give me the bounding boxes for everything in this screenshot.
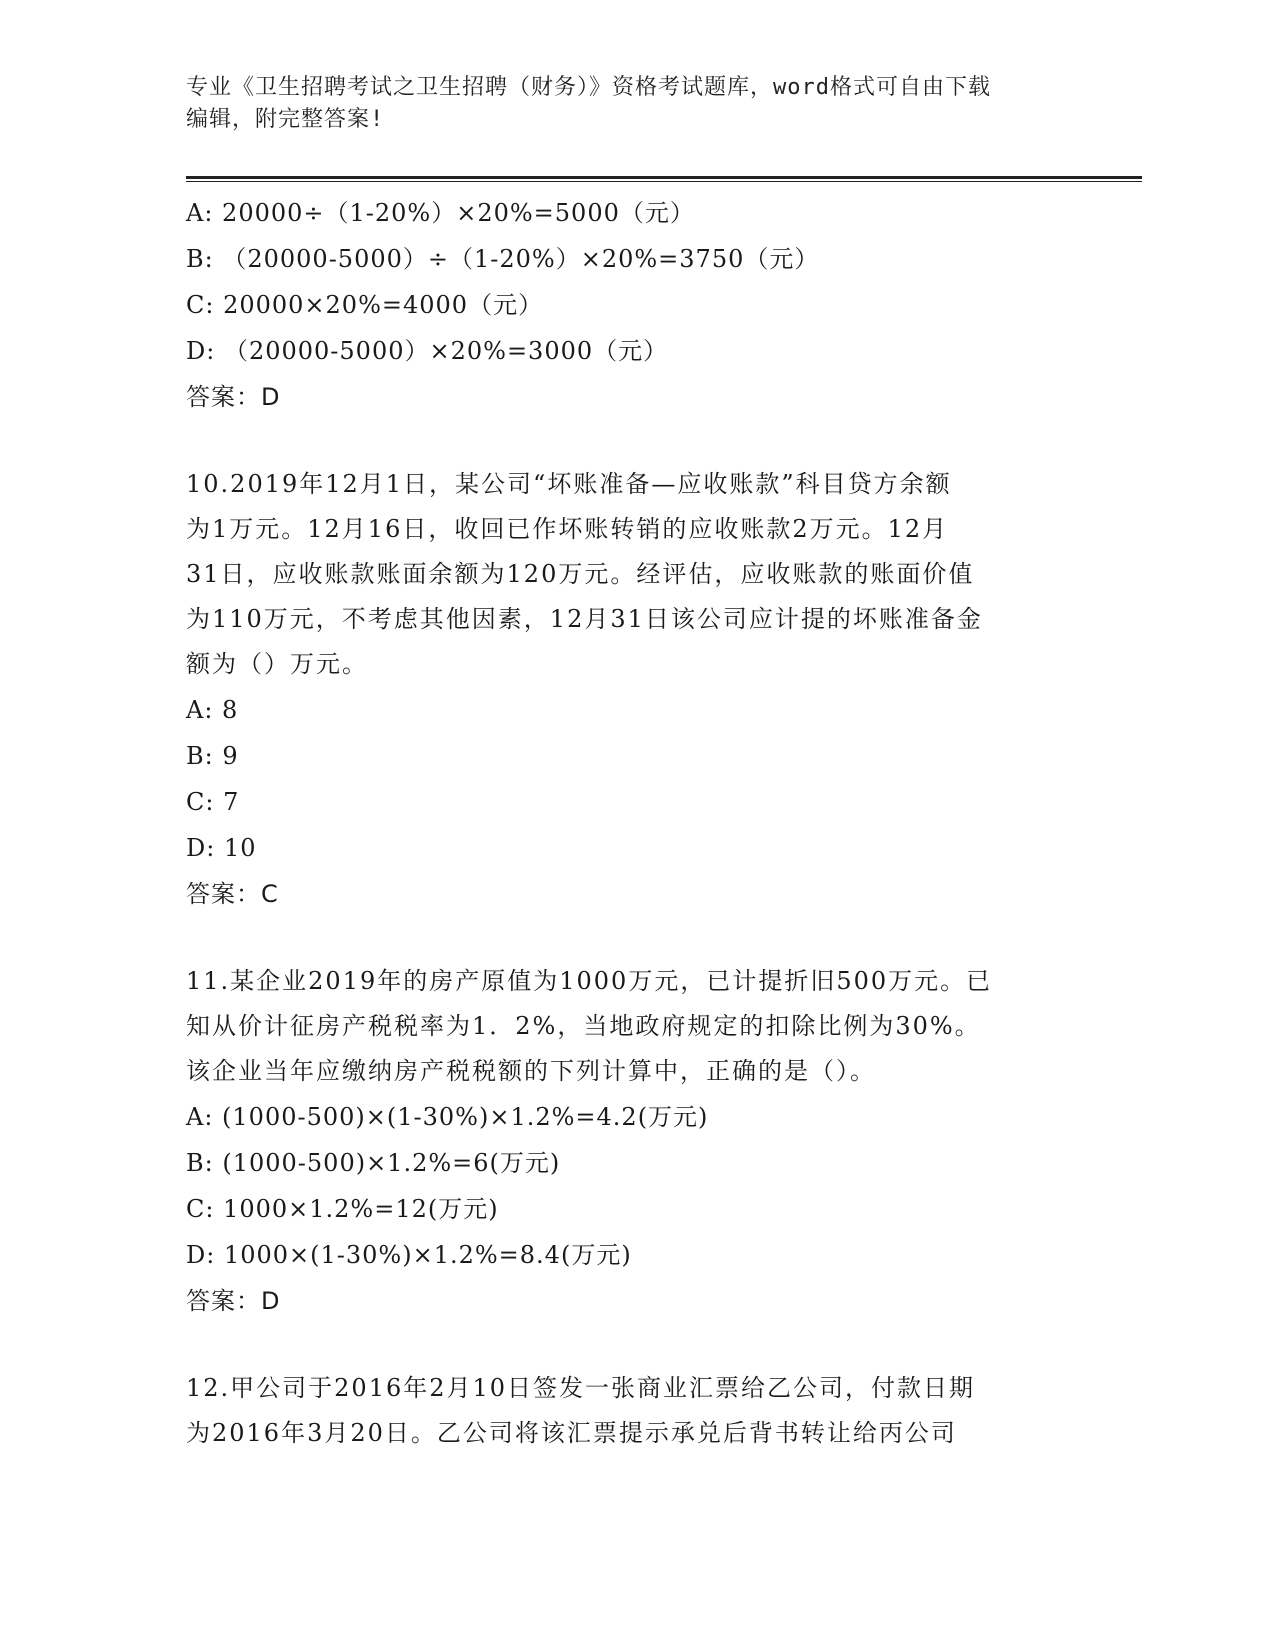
question-text	[186, 462, 1066, 687]
answer: 答案：C	[186, 880, 279, 908]
option-d: D: 1000×(1-30%)×1.2%=8.4(万元)	[186, 1241, 632, 1269]
question-line: 为110万元，不考虑其他因素，12月31日该公司应计提的坏账准备金	[186, 605, 983, 633]
header-divider-thick	[186, 176, 1142, 179]
question-list	[186, 190, 1086, 1456]
spacer	[186, 1324, 1086, 1366]
option-b: B: (1000-500)×1.2%=6(万元)	[186, 1149, 561, 1177]
question-line: 10.2019年12月1日，某公司“坏账准备—应收账款”科目贷方余额	[186, 470, 952, 498]
question-12	[186, 1366, 1086, 1456]
question-line: 知从价计征房产税税率为1．2%，当地政府规定的扣除比例为30%。	[186, 1012, 981, 1040]
question-line: 为2016年3月20日。乙公司将该汇票提示承兑后背书转让给丙公司	[186, 1419, 957, 1447]
option-a: A: 20000÷（1-20%）×20%=5000（元）	[186, 199, 695, 227]
spacer	[186, 420, 1086, 462]
answer: 答案：D	[186, 1287, 281, 1315]
question-text	[186, 959, 1066, 1094]
question-line: 31日，应收账款账面余额为120万元。经评估，应收账款的账面价值	[186, 560, 975, 588]
question-11	[186, 959, 1086, 1324]
question-9	[186, 190, 1086, 420]
header-divider-thin	[186, 181, 1142, 182]
header-line-1: 专业《卫生招聘考试之卫生招聘（财务）》资格考试题库，word格式可自由下载	[186, 75, 991, 100]
option-d: D: 10	[186, 834, 257, 862]
option-c: C: 7	[186, 788, 240, 816]
question-line: 额为（）万元。	[186, 650, 368, 678]
option-b: B: （20000-5000）÷（1-20%）×20%=3750（元）	[186, 245, 820, 273]
document-header	[186, 72, 1066, 136]
question-line: 11.某企业2019年的房产原值为1000万元，已计提折旧500万元。已	[186, 967, 993, 995]
option-c: C: 1000×1.2%=12(万元)	[186, 1195, 499, 1223]
header-line-2: 编辑，附完整答案!	[186, 107, 385, 132]
option-a: A: 8	[186, 696, 239, 724]
question-text	[186, 1366, 1066, 1456]
option-d: D: （20000-5000）×20%=3000（元）	[186, 337, 669, 365]
question-line: 为1万元。12月16日，收回已作坏账转销的应收账款2万元。12月	[186, 515, 949, 543]
question-line: 12.甲公司于2016年2月10日签发一张商业汇票给乙公司，付款日期	[186, 1374, 976, 1402]
question-line: 该企业当年应缴纳房产税税额的下列计算中，正确的是（）。	[186, 1057, 876, 1085]
question-10	[186, 462, 1086, 917]
option-a: A: (1000-500)×(1-30%)×1.2%=4.2(万元)	[186, 1103, 709, 1131]
option-b: B: 9	[186, 742, 239, 770]
spacer	[186, 917, 1086, 959]
answer: 答案：D	[186, 383, 281, 411]
option-c: C: 20000×20%=4000（元）	[186, 291, 544, 319]
